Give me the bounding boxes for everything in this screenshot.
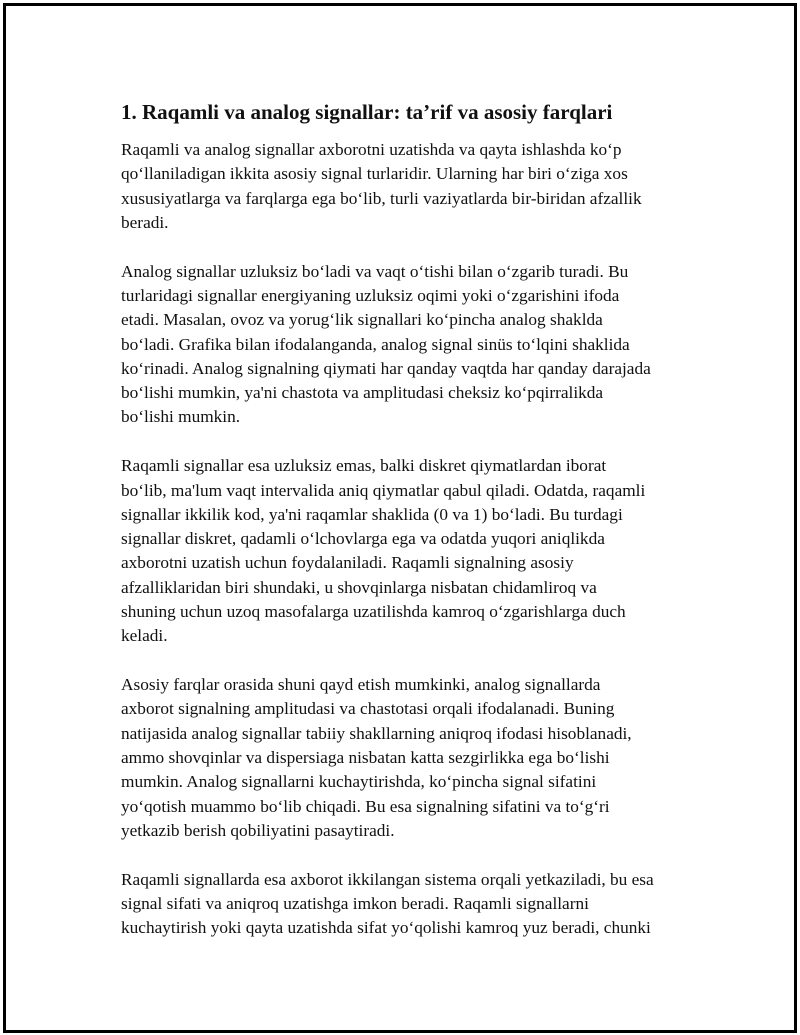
page-frame <box>3 3 797 1033</box>
text-line: Raqamli va analog signallar axborotni uzatishda va qayta ishlashda ko‘p <box>121 140 622 159</box>
text-line: natijasida analog signallar tabiiy shakllarning aniqroq ifodasi hisoblanadi, <box>121 723 632 743</box>
text-line: ammo shovqinlar va dispersiaga nisbatan katta sezgirlikka ega bo‘lishi <box>121 748 610 768</box>
text-line: Raqamli signallarda esa axborot ikkilangan sistema orqali yetkaziladi, bu esa <box>121 869 654 889</box>
paragraph-intro <box>121 138 701 235</box>
text-line: qo‘llaniladigan ikkita asosiy signal turlaridir. Ularning har biri o‘ziga xos <box>121 164 628 184</box>
text-line: xususiyatlarga va farqlarga ega bo‘lib, turli vaziyatlarda bir-biridan afzallik <box>121 188 642 208</box>
section-heading: 1. Raqamli va analog signallar: ta’rif va asosiy farqlari <box>121 100 613 124</box>
text-line: kuchaytirish yoki qayta uzatishda sifat yo‘qolishi kamroq yuz beradi, chunki <box>121 918 651 938</box>
text-line: signallar diskret, qadamli o‘lchovlarga ega va odatda yuqori aniqlikda <box>121 529 605 549</box>
text-line: beradi. <box>121 212 169 232</box>
document-content <box>121 98 701 965</box>
text-line: Analog signallar uzluksiz bo‘ladi va vaqt o‘tishi bilan o‘zgarib turadi. Bu <box>121 261 629 281</box>
text-line: etadi. Masalan, ovoz va yorug‘lik signallari ko‘pincha analog shaklda <box>121 310 603 330</box>
text-line: axborot signalning amplitudasi va chastotasi orqali ifodalanadi. Buning <box>121 699 615 719</box>
text-line: signal sifati va aniqroq uzatishga imkon beradi. Raqamli signallarni <box>121 894 589 914</box>
paragraph-digital-transmission <box>121 868 701 941</box>
text-line: bo‘ladi. Grafika bilan ifodalanganda, analog signal sinüs to‘lqini shaklida <box>121 334 630 354</box>
text-line: shuning uchun uzoq masofalarga uzatilishda kamroq o‘zgarishlarga duch <box>121 602 626 622</box>
text-line: axborotni uzatish uchun foydalaniladi. Raqamli signalning asosiy <box>121 553 574 573</box>
text-line: bo‘lib, ma'lum vaqt intervalida aniq qiymatlar qabul qiladi. Odatda, raqamli <box>121 480 646 500</box>
paragraph-analog <box>121 260 701 430</box>
text-line: bo‘lishi mumkin, ya'ni chastota va amplitudasi cheksiz ko‘pqirralikda <box>121 383 604 403</box>
text-line: Asosiy farqlar orasida shuni qayd etish mumkinki, analog signallarda <box>121 675 601 695</box>
text-line: Raqamli signallar esa uzluksiz emas, balki diskret qiymatlardan iborat <box>121 456 607 476</box>
text-line: signallar ikkilik kod, ya'ni raqamlar shaklida (0 va 1) bo‘ladi. Bu turdagi <box>121 504 623 524</box>
paragraph-digital <box>121 454 701 648</box>
text-line: ko‘rinadi. Analog signalning qiymati har qanday vaqtda har qanday darajada <box>121 358 651 378</box>
paragraph-differences <box>121 673 701 843</box>
text-line: afzalliklaridan biri shundaki, u shovqinlarga nisbatan chidamliroq va <box>121 577 597 597</box>
text-line: yetkazib berish qobiliyatini pasaytiradi. <box>121 820 395 840</box>
text-line: bo‘lishi mumkin. <box>121 407 241 427</box>
text-line: keladi. <box>121 626 168 646</box>
text-line: yo‘qotish muammo bo‘lib chiqadi. Bu esa signalning sifatini va to‘g‘ri <box>121 796 610 816</box>
text-line: turlaridagi signallar energiyaning uzluksiz oqimi yoki o‘zgarishini ifoda <box>121 285 620 305</box>
text-line: mumkin. Analog signallarni kuchaytirishda, ko‘pincha signal sifatini <box>121 772 597 792</box>
